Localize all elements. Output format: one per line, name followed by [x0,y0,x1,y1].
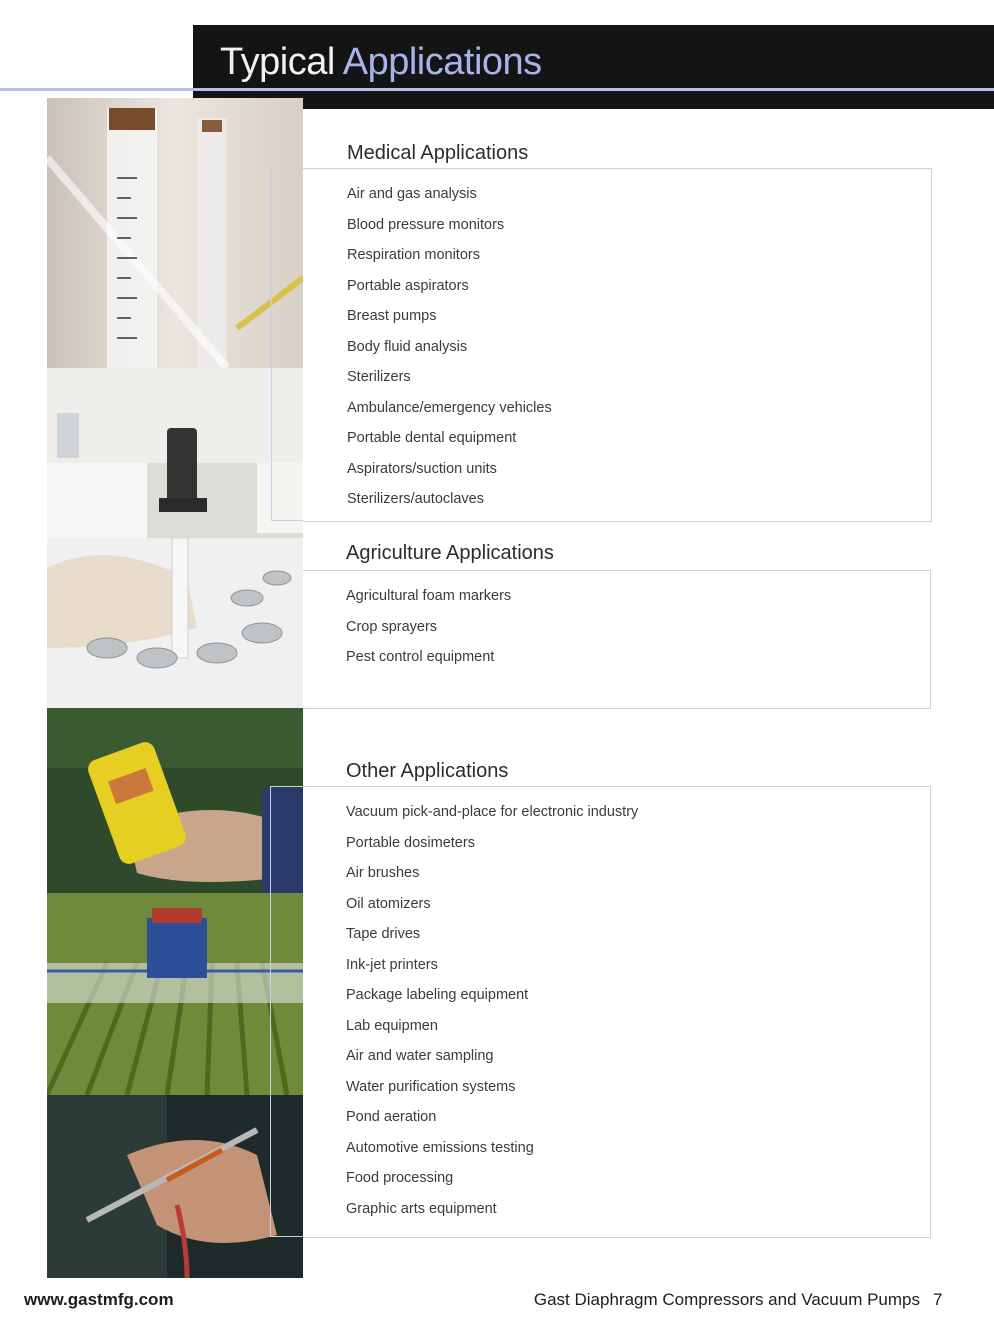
list-item: Air and gas analysis [347,186,477,202]
other-items-list [346,802,638,1229]
tractor-crop-sprayer-field-photo [47,893,303,1095]
list-item: Portable dosimeters [346,834,475,851]
gloved-hand-sample-tube-photo [47,538,303,708]
other-box-bottom-stub [270,1236,303,1237]
medical-box-top-stub [271,168,303,169]
list-item: Body fluid analysis [347,338,468,355]
list-item: Crop sprayers [346,618,438,635]
list-item: Respiration monitors [347,247,480,263]
other-section-title: Other Applications [346,760,509,782]
list-item: Food processing [346,1170,454,1186]
list-item: Graphic arts equipment [346,1200,497,1217]
list-item: Lab equipmen [346,1017,438,1034]
page-title [220,38,542,86]
list-item: Breast pumps [347,308,437,324]
list-item: Tape drives [346,926,421,942]
list-item: Pest control equipment [346,649,495,665]
medical-box-bottom-stub [271,520,303,521]
medical-section-box-left-edge [271,168,272,521]
list-item: Portable aspirators [347,277,469,294]
list-item: Aspirators/suction units [347,460,497,477]
list-item: Ambulance/emergency vehicles [347,399,552,416]
website-link[interactable]: www.gastmfg.com [24,1290,174,1309]
header-rule-line [0,88,994,91]
dental-office-chair-photo [47,368,303,538]
list-item: Air brushes [346,865,420,881]
list-item: Blood pressure monitors [347,216,505,233]
list-item: Package labeling equipment [346,987,529,1003]
agriculture-items-list [346,586,511,678]
other-section-box-left-edge [270,786,271,1237]
list-item: Water purification systems [346,1078,516,1095]
list-item: Ink-jet printers [346,956,438,973]
list-item: Portable dental equipment [347,430,517,446]
list-item: Vacuum pick-and-place for electronic industry [346,804,639,820]
list-item: Air and water sampling [346,1048,494,1064]
list-item: Pond aeration [346,1109,437,1125]
agriculture-section-title: Agriculture Applications [346,542,554,564]
title-word-typical: Typical [220,41,335,83]
oxygen-flowmeter-tube-photo [47,98,303,368]
other-box-top-stub [270,786,303,787]
airbrush-in-hand-photo [47,1095,303,1278]
title-word-applications: Applications [342,41,542,83]
list-item: Automotive emissions testing [346,1139,534,1156]
list-item: Sterilizers [347,369,411,385]
list-item: Oil atomizers [346,895,431,912]
publication-title: Gast Diaphragm Compressors and Vacuum Pumps [533,1290,920,1309]
medical-items-list [347,184,552,520]
yellow-dosimeter-in-hand-photo [47,708,303,893]
medical-section-title: Medical Applications [347,142,529,164]
list-item: Sterilizers/autoclaves [347,491,484,507]
list-item: Agricultural foam markers [346,588,512,604]
page-number: 7 [933,1290,943,1309]
